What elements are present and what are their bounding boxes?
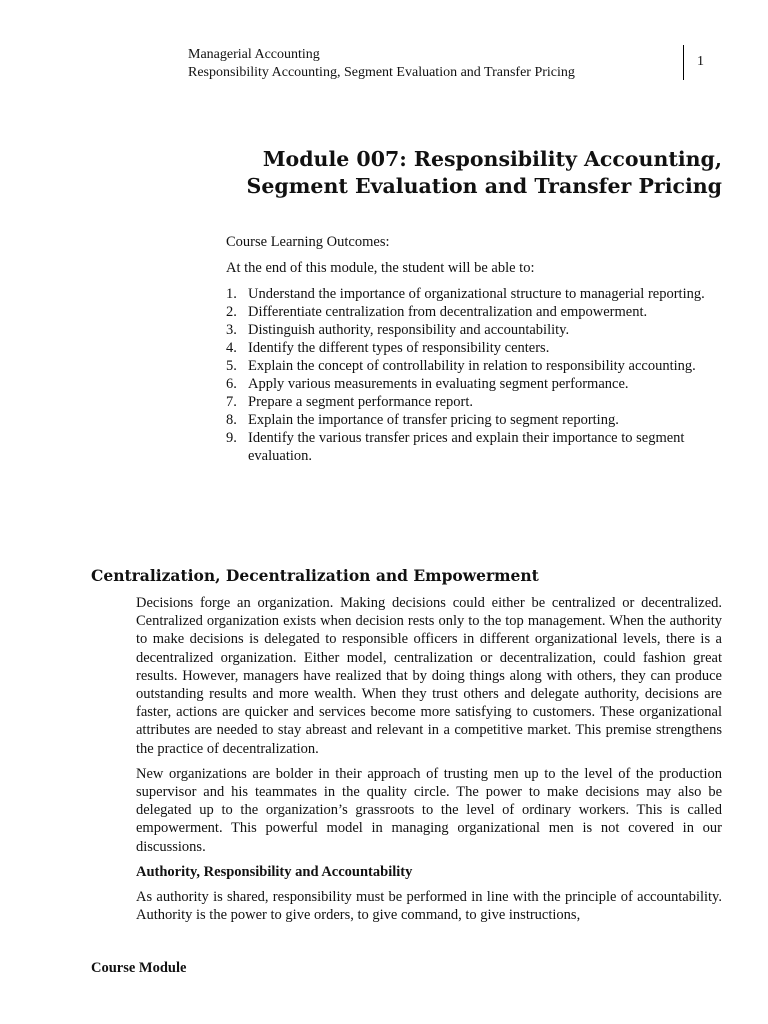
- list-item: 5. Explain the concept of controllability in relation to responsibility accounting.: [226, 358, 696, 374]
- outcomes-intro: At the end of this module, the student will be able to:: [226, 260, 535, 276]
- list-item: 2. Differentiate centralization from decentralization and empowerment.: [226, 304, 648, 320]
- title-line-2: Segment Evaluation and Transfer Pricing: [246, 174, 722, 198]
- header-divider: [683, 45, 684, 80]
- learning-outcomes: [226, 233, 726, 465]
- page-number: 1: [697, 54, 704, 69]
- list-item: 1. Understand the importance of organizational structure to managerial reporting.: [226, 286, 705, 302]
- list-item: 6. Apply various measurements in evaluating segment performance.: [226, 376, 629, 392]
- list-item: 9. Identify the various transfer prices and explain their importance to segment evaluation.: [226, 430, 685, 464]
- header-course: Managerial Accounting: [188, 47, 320, 62]
- title-line-1: Module 007: Responsibility Accounting,: [262, 147, 722, 171]
- section-body: [136, 594, 722, 931]
- running-header: [188, 46, 575, 82]
- paragraph-3: As authority is shared, responsibility must be performed in line with the principle of accountability. Authority is the power to give orders, to give command, to give instructions,: [136, 889, 722, 924]
- section-heading: Centralization, Decentralization and Empowerment: [91, 566, 539, 585]
- list-item: 7. Prepare a segment performance report.: [226, 394, 474, 410]
- list-item: 4. Identify the different types of responsibility centers.: [226, 340, 550, 356]
- footer-label: Course Module: [91, 960, 187, 976]
- outcomes-heading: Course Learning Outcomes:: [226, 234, 390, 250]
- outcomes-list: [226, 285, 726, 465]
- module-title: [247, 146, 722, 200]
- paragraph-2: New organizations are bolder in their approach of trusting men up to the level of the production supervisor and his teammates in the quality circle. The power to make decisions may also be delegated up to the organization’s grassroots to the level of ordinary workers. This is called empowerment. This powerful model in managing organizational men is not covered in our discussions.: [136, 765, 722, 855]
- subsection-heading: Authority, Responsibility and Accountability: [136, 863, 413, 880]
- list-item: 8. Explain the importance of transfer pricing to segment reporting.: [226, 412, 619, 428]
- paragraph-1: Decisions forge an organization. Making decisions could either be centralized or decentralized. Centralized organization exists when decision rests only to the top management. When the authority to make decisions is delegated to responsible officers in different organizational levels, there is a decentralized organization. Either model, centralization or decentralization, could fashion great results. However, managers have realized that by doing things along with others, they can produce outstanding results and more wealth. When they trust others and delegate authority, decisions are faster, actions are quicker and services become more satisfying to customers. These organizational attributes are needed to stay abreast and relevant in a competitive market. This premise strengthens the practice of decentralization.: [136, 595, 722, 757]
- header-subtitle: Responsibility Accounting, Segment Evaluation and Transfer Pricing: [188, 65, 575, 80]
- list-item: 3. Distinguish authority, responsibility and accountability.: [226, 322, 570, 338]
